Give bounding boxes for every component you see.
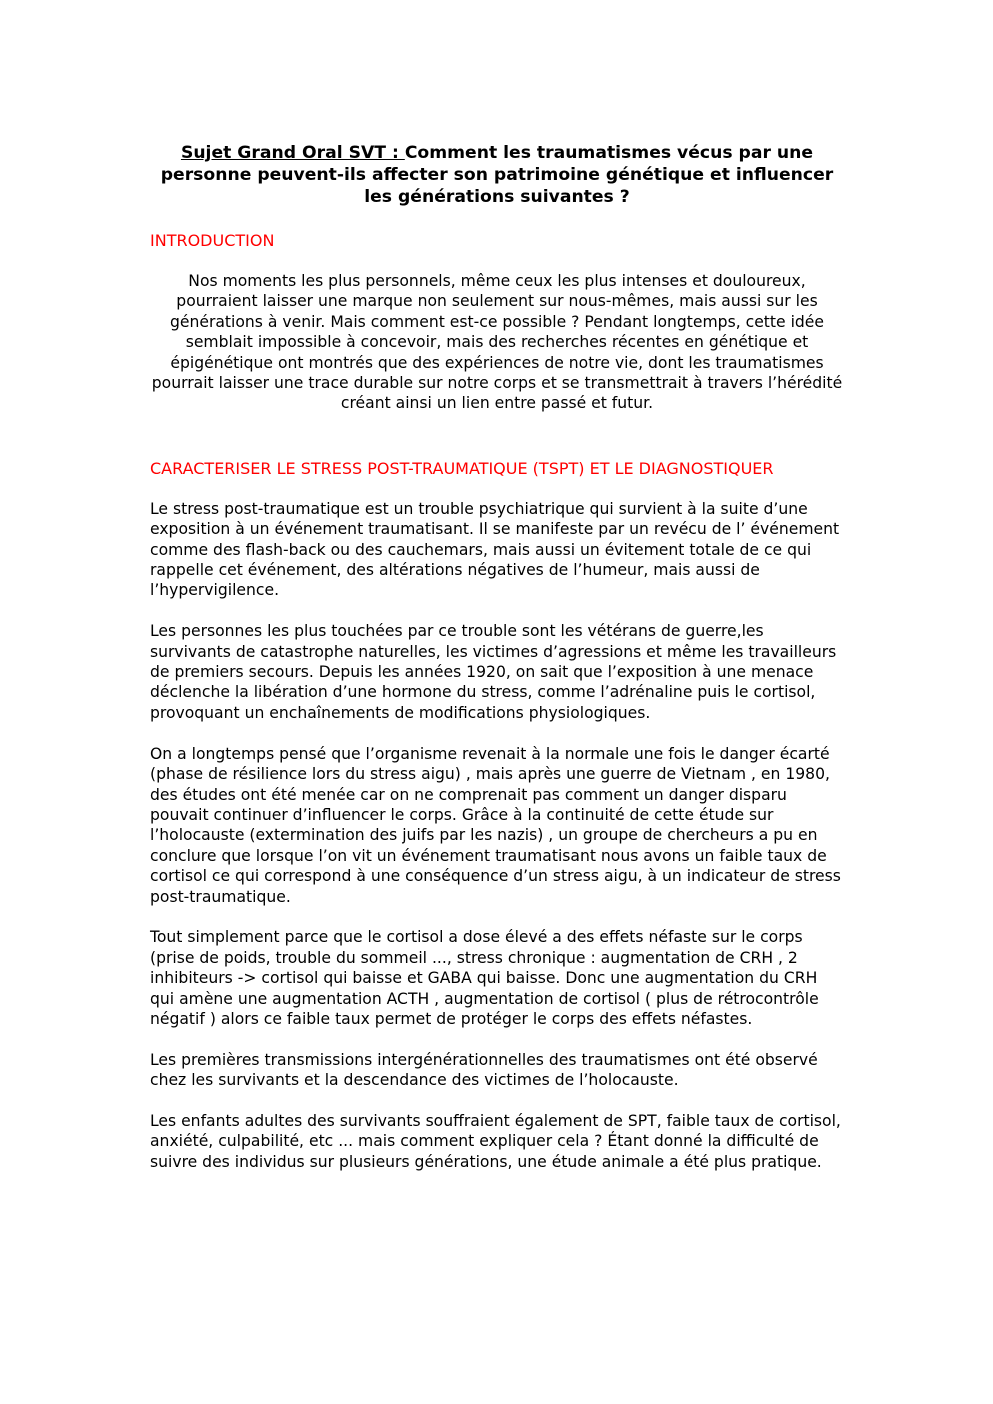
introduction-paragraph: Nos moments les plus personnels, même ceux les plus intenses et douloureux, pourraient laisser une marque non seulement sur nous-mêmes, mais aussi sur les générations à venir. Mais comment est-ce possible ? Pendant longtemps, cette idée semblait impossible à concevoir, mais des recherches récentes en génétique et épigénétique ont montrés que des expériences de notre vie, dont les traumatismes pourrait laisser une trace durable sur notre corps et se transmettrait à travers l’hérédité créant ainsi un lien entre passé et futur. xyxy=(151,272,843,413)
paragraph-transmission: Les premières transmissions intergénérationnelles des traumatismes ont été observé chez les survivants et la descendance des victimes de l’holocauste. xyxy=(150,1050,818,1090)
paragraph-affected-people: Les personnes les plus touchées par ce trouble sont les vétérans de guerre,les survivants de catastrophe naturelles, les victimes d’agressions et même les travailleurs de premiers secours. Depuis les années 1920, on sait que l’exposition à une menace déclenche la libération d’une hormone du stress, comme l’adrénaline puis le cortisol, provoquant un enchaînements de modifications physiologiques. xyxy=(150,622,837,722)
paragraph-studies: On a longtemps pensé que l’organisme revenait à la normale une fois le danger écarté (phase de résilience lors du stress aigu) , mais après une guerre de Vietnam , en 1980, des études ont été menée car on ne comprenait pas comment un danger disparu pouvait continuer d’influencer le corps. Grâce à la continuité de cette étude sur l’holocauste (extermination des juifs par les nazis) , un groupe de chercheurs a pu en conclure que lorsque l’on vit un événement traumatisant nous avons un faible taux de cortisol ce qui correspond à une conséquence d’un stress aigu, à un indicateur de stress post-traumatique. xyxy=(150,744,841,906)
section-heading-tspt: CARACTERISER LE STRESS POST-TRAUMATIQUE (TSPT) ET LE DIAGNOSTIQUER xyxy=(150,458,774,478)
paragraph-definition: Le stress post-traumatique est un trouble psychiatrique qui survient à la suite d’une exposition à un événement traumatisant. Il se manifeste par un revécu de l’ événement comme des flash-back ou des cauchemars, mais aussi un évitement totale de ce qui rappelle cet événement, des altérations négatives de l’humeur, mais aussi de l’hypervigilence. xyxy=(150,499,840,600)
title-text: Comment les traumatismes vécus par une personne peuvent-ils affecter son patrimoine génétique et influencer les générations suivantes ? xyxy=(160,143,834,207)
document-page xyxy=(150,142,844,1193)
paragraph-children: Les enfants adultes des survivants souffraient également de SPT, faible taux de cortisol, anxiété, culpabilité, etc ... mais comment expliquer cela ? Étant donné la difficulté de suivre des individus sur plusieurs générations, une étude animale a été plus pratique. xyxy=(150,1111,841,1171)
introduction-heading: INTRODUCTION xyxy=(150,231,275,250)
document-title xyxy=(150,142,844,208)
title-prefix: Sujet Grand Oral SVT : xyxy=(180,143,405,163)
paragraph-cortisol: Tout simplement parce que le cortisol a dose élevé a des effets néfaste sur le corps (prise de poids, trouble du sommeil ..., stress chronique : augmentation de CRH , 2 inhibiteurs -> cortisol qui baisse et GABA qui baisse. Donc une augmentation du CRH qui amène une augmentation ACTH , augmentation de cortisol ( plus de rétrocontrôle négatif ) alors ce faible taux permet de protéger le corps des effets néfastes. xyxy=(150,928,819,1028)
